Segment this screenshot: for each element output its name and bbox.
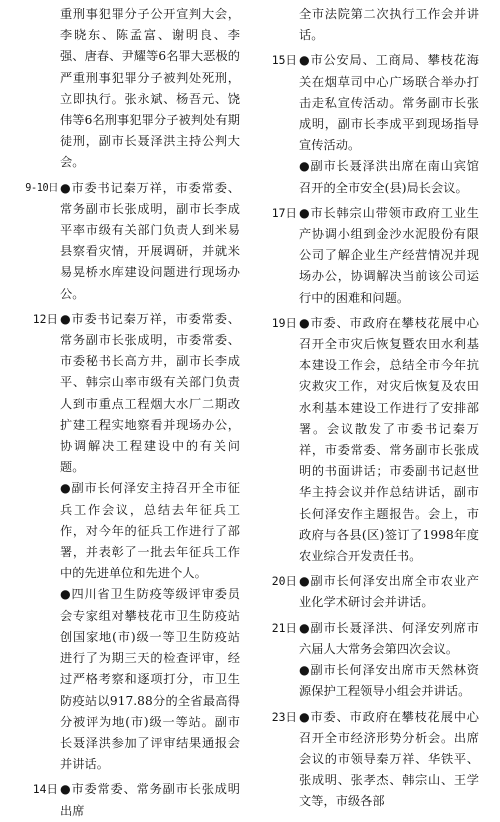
entry-paragraph: ●市委、市政府在攀枝花展中心召开全市灾后恢复暨农田水利基本建设工作会，总结全市今年抗灾救灾工作，对灾后恢复及农田水利基本建设工作进行了安排部署。会议散发了市委书记秦万祥，市委常委、常务副市长张成明的书面讲话；市委副书记赵世华主持会议并作总结讲话，副市长何泽安作主题报告。会上，市政府与各县(区)签订了1998年度农业综合开发责任书。 <box>299 315 479 564</box>
entry <box>257 707 479 813</box>
entry-body <box>299 203 479 309</box>
entry-paragraph: ●市委书记秦万祥，市委常委、常务副市长张成明，副市长李成平率市级有关部门负责人到米易县察看灾情，开展调研，并就米易晃桥水库建设问题进行现场办公。 <box>60 180 240 301</box>
entry-paragraph: 重刑事犯罪分子公开宣判大会，李晓东、陈孟富、谢明良、李强、唐春、尹耀等6名罪大恶极的严重刑事犯罪分子被判处死刑，立即执行。张永斌、杨吾元、饶伟等6名刑事犯罪分子被判处有期徒刑，副市长聂泽洪主持公判大会。 <box>60 7 240 170</box>
entry-paragraph: ●四川省卫生防疫等级评审委员会专家组对攀枝花市卫生防疫站创国家地(市)级一等卫生防疫站进行了为期三天的检查评审，经过严格考察和逐项打分，市卫生防疫站以917.88分的全省最高得分被评为地(市)级一等站。副市长聂泽洪参加了评审结果通报会并讲话。 <box>60 587 240 772</box>
entry-date: 17日 <box>271 205 297 220</box>
right-column <box>257 4 479 813</box>
entry <box>257 618 479 703</box>
entry-body <box>60 309 240 775</box>
entry <box>18 779 240 821</box>
entry-body <box>299 571 479 613</box>
entry-date: 12日 <box>32 311 58 326</box>
entry-paragraph: ●副市长聂泽洪出席在南山宾馆召开的全市安全(县)局长会议。 <box>299 159 479 195</box>
entry-body <box>299 50 479 198</box>
entry-paragraph: ●市长韩宗山带领市政府工业生产协调小组到金沙水泥股份有限公司了解企业生产经营情况并现场办公，协调解决当前该公司运行中的困难和问题。 <box>299 205 479 305</box>
entry-paragraph: ●市委、市政府在攀枝花展中心召开全市经济形势分析会。出席会议的市领导秦万祥、华铁平、张成明、张孝杰、韩宗山、王学文等，市级各部 <box>299 709 479 809</box>
entry-date: 19日 <box>271 315 297 330</box>
entry-date: 14日 <box>32 782 58 797</box>
entry <box>18 309 240 775</box>
entry-paragraph: ●副市长聂泽洪、何泽安列席市六届人大常务会第四次会议。 <box>299 620 479 656</box>
entry <box>257 4 479 46</box>
entry <box>18 178 240 305</box>
entry-date: 23日 <box>271 709 297 724</box>
entry <box>257 571 479 613</box>
entry-body <box>60 4 240 174</box>
entry-paragraph: ●副市长何泽安出席市天然林资源保护工程领导小组会并讲话。 <box>299 663 479 699</box>
entry-paragraph: ●市委书记秦万祥，市委常委、常务副市长张成明，市委常委、市委秘书长高方井，副市长李成平、韩宗山率市级有关部门负责人到市重点工程烟大水厂二期改扩建工程实地察看并现场办公，协调解决工程建设中的有关问题。 <box>60 311 240 475</box>
entry-body <box>60 178 240 305</box>
entry <box>257 50 479 198</box>
entry-paragraph: ●副市长何泽安出席全市农业产业化学术研讨会并讲话。 <box>299 574 479 610</box>
left-column <box>18 4 240 822</box>
entry <box>257 203 479 309</box>
entry-paragraph: ●市委常委、常务副市长张成明出席 <box>60 782 240 818</box>
entry-paragraph: ●副市长何泽安主持召开全市征兵工作会议，总结去年征兵工作，对今年的征兵工作进行了部署，并表彰了一批去年征兵工作中的先进单位和先进个人。 <box>60 481 240 581</box>
entry-date: 21日 <box>271 620 297 635</box>
entry-body <box>60 779 240 821</box>
entry-body <box>299 313 479 567</box>
entry-date: 20日 <box>271 574 297 589</box>
entry-paragraph: 全市法院第二次执行工作会并讲话。 <box>299 7 479 43</box>
entry-date: 9-10日 <box>25 182 58 194</box>
entry-body <box>299 4 479 46</box>
entry <box>18 4 240 174</box>
entry-paragraph: ●市公安局、工商局、攀枝花海关在烟草司中心广场联合举办打击走私宣传活动。常务副市长张成明，副市长李成平到现场指导宣传活动。 <box>299 53 479 153</box>
entry-body <box>299 707 479 813</box>
entry-date: 15日 <box>271 53 297 68</box>
entry-body <box>299 618 479 703</box>
entry <box>257 313 479 567</box>
